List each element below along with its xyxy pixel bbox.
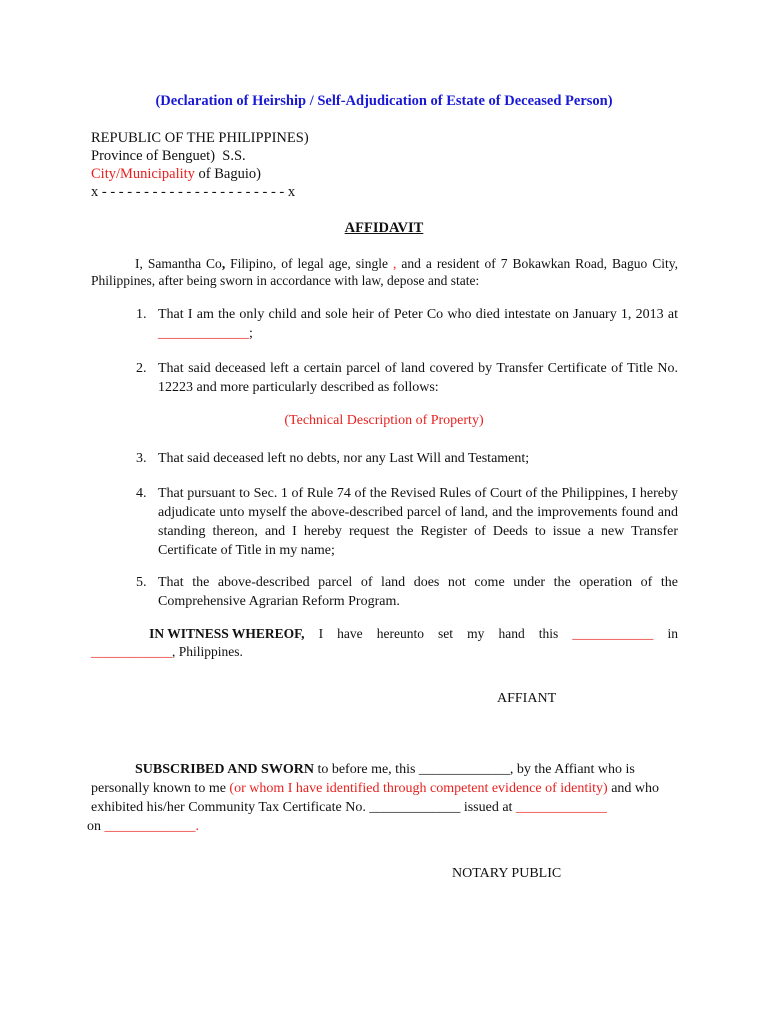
list-item-tail: ; bbox=[249, 326, 253, 341]
place-blank: ____________ bbox=[91, 644, 172, 659]
list-number: 2. bbox=[136, 361, 147, 376]
witness-line-2 bbox=[91, 643, 678, 661]
city-name: of Baguio) bbox=[194, 166, 261, 182]
witness-word: this bbox=[538, 626, 559, 641]
jurat-text-2: and who exhibited his/her Community Tax Certificate No. _____________ issued at bbox=[91, 781, 660, 815]
technical-description: (Technical Description of Property) bbox=[284, 413, 484, 428]
venue-block bbox=[91, 129, 309, 201]
witness-paragraph bbox=[91, 625, 678, 661]
list-item-2 bbox=[136, 359, 678, 397]
jurat-tail: . bbox=[195, 819, 199, 834]
list-number: 3. bbox=[136, 451, 147, 466]
list-item-text: That said deceased left a certain parcel of land covered by Transfer Certificate of Title No. 12223 and more particularly described as follows: bbox=[158, 361, 678, 395]
witness-word: hereunto bbox=[376, 626, 424, 641]
witness-tail: , Philippines. bbox=[172, 644, 243, 659]
list-item-4 bbox=[136, 484, 678, 560]
witness-word: in bbox=[667, 626, 678, 641]
jurat-bold: SUBSCRIBED AND SWORN bbox=[135, 762, 314, 777]
list-number: 4. bbox=[136, 486, 147, 501]
date-blank: ____________ bbox=[572, 626, 654, 641]
witness-line-1 bbox=[91, 625, 678, 643]
list-number: 5. bbox=[136, 575, 147, 590]
issued-on-blank: _____________ bbox=[104, 819, 196, 834]
jurat-text-1: to before me, this _____________, by the Affiant who is personally known to me bbox=[91, 762, 635, 796]
intro-affiant-name: I, Samantha Co bbox=[135, 256, 222, 271]
witness-bold: IN WITNESS WHEREOF, bbox=[149, 626, 305, 641]
list-item-1 bbox=[136, 305, 678, 343]
list-item-text: That pursuant to Sec. 1 of Rule 74 of the Revised Rules of Court of the Philippines, I hereby adjudicate unto myself the above-described parcel of land, and the improvements found and standing thereon, and I hereby request the Register of Deeds to issue a new Transfer Certificate of Title in my name; bbox=[158, 486, 678, 558]
witness-word: have bbox=[337, 626, 363, 641]
jurat-text-3: on bbox=[87, 819, 105, 834]
list-item-3 bbox=[136, 449, 678, 468]
venue-province: Province of Benguet) S.S. bbox=[91, 148, 246, 164]
witness-word: I bbox=[318, 626, 324, 641]
witness-word: hand bbox=[498, 626, 525, 641]
list-item-text: That I am the only child and sole heir of Peter Co who died intestate on January 1, 2013 at bbox=[158, 307, 678, 322]
intro-status: Filipino, of legal age, single bbox=[225, 256, 389, 271]
place-blank: _____________ bbox=[158, 326, 249, 341]
intro-residence: and a resident of 7 Bokawkan Road, Baguo City, Philippines, after being sworn in accordance with law, depose and state: bbox=[91, 256, 678, 288]
witness-word: set bbox=[438, 626, 454, 641]
affiant-label: AFFIANT bbox=[497, 691, 557, 706]
venue-republic: REPUBLIC OF THE PHILIPPINES) bbox=[91, 130, 309, 146]
document-title: (Declaration of Heirship / Self-Adjudication of Estate of Deceased Person) bbox=[155, 93, 613, 109]
list-item-text: That the above-described parcel of land does not come under the operation of the Comprehensive Agrarian Reform Program. bbox=[158, 575, 678, 609]
list-number: 1. bbox=[136, 307, 147, 322]
affidavit-heading: AFFIDAVIT bbox=[344, 220, 424, 236]
intro-red-comma: , bbox=[388, 256, 397, 271]
jurat-paragraph bbox=[87, 760, 678, 836]
notary-label: NOTARY PUBLIC bbox=[452, 866, 562, 881]
witness-word: my bbox=[467, 626, 485, 641]
city-municipality-label: City/Municipality bbox=[91, 166, 195, 182]
list-item-text: That said deceased left no debts, nor any Last Will and Testament; bbox=[158, 451, 530, 466]
intro-paragraph bbox=[91, 255, 678, 289]
list-item-5 bbox=[136, 573, 678, 611]
identity-evidence-note: (or whom I have identified through competent evidence of identity) bbox=[229, 781, 608, 796]
venue-divider: x - - - - - - - - - - - - - - - - - - - - - - x bbox=[91, 184, 296, 200]
venue-city bbox=[91, 165, 309, 183]
issued-at-blank: _____________ bbox=[515, 800, 607, 815]
intro-comma: , bbox=[221, 256, 226, 271]
